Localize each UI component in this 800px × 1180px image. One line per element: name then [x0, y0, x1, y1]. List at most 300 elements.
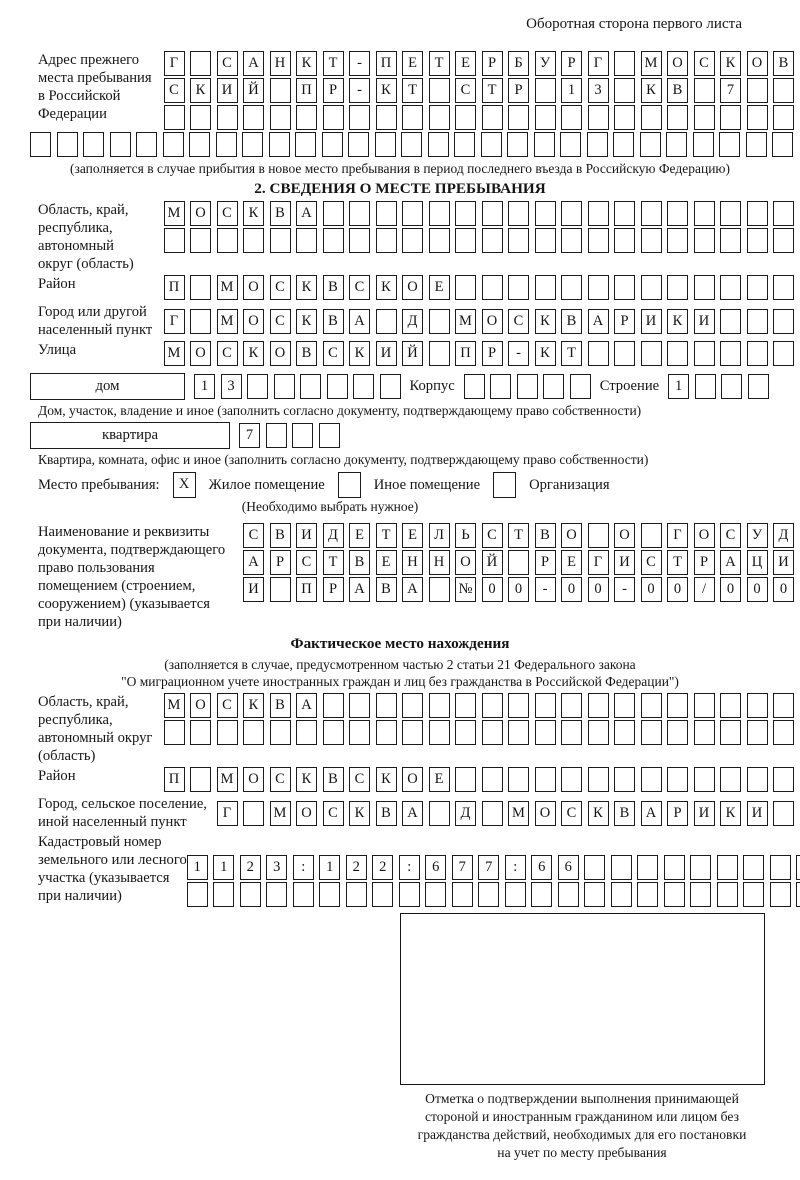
- char-cell[interactable]: [270, 105, 291, 130]
- char-cell[interactable]: [402, 720, 423, 745]
- char-cell[interactable]: В: [270, 201, 291, 226]
- char-cell[interactable]: [349, 201, 370, 226]
- char-cell[interactable]: [796, 855, 800, 880]
- char-cell[interactable]: [247, 374, 268, 399]
- char-cell[interactable]: [507, 132, 528, 157]
- char-cell[interactable]: О: [455, 550, 476, 575]
- char-cell[interactable]: [402, 201, 423, 226]
- char-cell[interactable]: -: [535, 577, 556, 602]
- char-cell[interactable]: Г: [164, 51, 185, 76]
- char-cell[interactable]: [694, 228, 715, 253]
- char-cell[interactable]: [561, 105, 582, 130]
- char-cell[interactable]: К: [667, 309, 688, 334]
- char-cell[interactable]: [296, 105, 317, 130]
- char-cell[interactable]: [478, 882, 499, 907]
- char-cell[interactable]: С: [508, 309, 529, 334]
- char-cell[interactable]: В: [349, 550, 370, 575]
- char-cell[interactable]: И: [376, 341, 397, 366]
- char-cell[interactable]: [349, 720, 370, 745]
- char-cell[interactable]: [270, 228, 291, 253]
- char-cell[interactable]: [747, 767, 768, 792]
- char-cell[interactable]: К: [296, 767, 317, 792]
- char-cell[interactable]: У: [535, 51, 556, 76]
- char-cell[interactable]: [319, 423, 340, 448]
- char-cell[interactable]: [588, 228, 609, 253]
- char-cell[interactable]: [770, 855, 791, 880]
- char-cell[interactable]: 0: [773, 577, 794, 602]
- char-cell[interactable]: [243, 801, 264, 826]
- char-cell[interactable]: 1: [561, 78, 582, 103]
- char-cell[interactable]: [376, 201, 397, 226]
- char-cell[interactable]: М: [641, 51, 662, 76]
- char-cell[interactable]: 2: [372, 855, 393, 880]
- char-cell[interactable]: 0: [561, 577, 582, 602]
- char-cell[interactable]: С: [217, 341, 238, 366]
- char-cell[interactable]: Р: [482, 341, 503, 366]
- char-cell[interactable]: А: [402, 801, 423, 826]
- char-cell[interactable]: Р: [323, 577, 344, 602]
- char-cell[interactable]: К: [296, 309, 317, 334]
- char-cell[interactable]: [746, 132, 767, 157]
- char-cell[interactable]: :: [399, 855, 420, 880]
- char-cell[interactable]: О: [190, 341, 211, 366]
- char-cell[interactable]: У: [747, 523, 768, 548]
- char-cell[interactable]: К: [376, 78, 397, 103]
- char-cell[interactable]: [720, 767, 741, 792]
- char-cell[interactable]: Р: [614, 309, 635, 334]
- char-cell[interactable]: М: [455, 309, 476, 334]
- char-cell[interactable]: [292, 423, 313, 448]
- char-cell[interactable]: [464, 374, 485, 399]
- char-cell[interactable]: [693, 132, 714, 157]
- char-cell[interactable]: [346, 882, 367, 907]
- char-cell[interactable]: Л: [429, 523, 450, 548]
- char-cell[interactable]: И: [217, 78, 238, 103]
- char-cell[interactable]: 6: [558, 855, 579, 880]
- char-cell[interactable]: А: [349, 309, 370, 334]
- char-cell[interactable]: А: [402, 577, 423, 602]
- char-cell[interactable]: [641, 693, 662, 718]
- char-cell[interactable]: [694, 78, 715, 103]
- char-cell[interactable]: [743, 855, 764, 880]
- char-cell[interactable]: [535, 105, 556, 130]
- char-cell[interactable]: -: [349, 78, 370, 103]
- char-cell[interactable]: [773, 767, 794, 792]
- char-cell[interactable]: А: [588, 309, 609, 334]
- char-cell[interactable]: 0: [508, 577, 529, 602]
- char-cell[interactable]: [482, 693, 503, 718]
- char-cell[interactable]: 1: [194, 374, 215, 399]
- char-cell[interactable]: [243, 105, 264, 130]
- char-cell[interactable]: [454, 132, 475, 157]
- char-cell[interactable]: [667, 341, 688, 366]
- char-cell[interactable]: 7: [720, 78, 741, 103]
- char-cell[interactable]: Ь: [455, 523, 476, 548]
- char-cell[interactable]: [274, 374, 295, 399]
- char-cell[interactable]: Е: [349, 523, 370, 548]
- char-cell[interactable]: [213, 882, 234, 907]
- char-cell[interactable]: [641, 341, 662, 366]
- char-cell[interactable]: [614, 693, 635, 718]
- char-cell[interactable]: В: [773, 51, 794, 76]
- char-cell[interactable]: [455, 228, 476, 253]
- char-cell[interactable]: К: [376, 767, 397, 792]
- char-cell[interactable]: [614, 201, 635, 226]
- char-cell[interactable]: [217, 228, 238, 253]
- char-cell[interactable]: [372, 882, 393, 907]
- char-cell[interactable]: 0: [720, 577, 741, 602]
- char-cell[interactable]: [455, 767, 476, 792]
- char-cell[interactable]: [584, 855, 605, 880]
- char-cell[interactable]: [614, 78, 635, 103]
- char-cell[interactable]: [508, 105, 529, 130]
- char-cell[interactable]: Р: [508, 78, 529, 103]
- char-cell[interactable]: [535, 78, 556, 103]
- char-cell[interactable]: С: [694, 51, 715, 76]
- char-cell[interactable]: [428, 132, 449, 157]
- char-cell[interactable]: 1: [213, 855, 234, 880]
- char-cell[interactable]: А: [720, 550, 741, 575]
- char-cell[interactable]: [641, 275, 662, 300]
- char-cell[interactable]: [349, 228, 370, 253]
- char-cell[interactable]: [641, 201, 662, 226]
- char-cell[interactable]: [269, 132, 290, 157]
- char-cell[interactable]: [720, 201, 741, 226]
- char-cell[interactable]: [720, 309, 741, 334]
- char-cell[interactable]: [425, 882, 446, 907]
- char-cell[interactable]: П: [164, 275, 185, 300]
- char-cell[interactable]: Ц: [747, 550, 768, 575]
- char-cell[interactable]: [327, 374, 348, 399]
- char-cell[interactable]: М: [270, 801, 291, 826]
- char-cell[interactable]: Р: [270, 550, 291, 575]
- char-cell[interactable]: К: [376, 275, 397, 300]
- char-cell[interactable]: [611, 882, 632, 907]
- char-cell[interactable]: [429, 309, 450, 334]
- char-cell[interactable]: О: [190, 693, 211, 718]
- char-cell[interactable]: [694, 105, 715, 130]
- char-cell[interactable]: В: [323, 767, 344, 792]
- char-cell[interactable]: К: [535, 341, 556, 366]
- char-cell[interactable]: [641, 523, 662, 548]
- char-cell[interactable]: [535, 201, 556, 226]
- char-cell[interactable]: Д: [455, 801, 476, 826]
- char-cell[interactable]: [348, 132, 369, 157]
- char-cell[interactable]: 0: [482, 577, 503, 602]
- char-cell[interactable]: 1: [187, 855, 208, 880]
- char-cell[interactable]: [720, 275, 741, 300]
- char-cell[interactable]: [349, 105, 370, 130]
- char-cell[interactable]: [455, 201, 476, 226]
- char-cell[interactable]: К: [641, 78, 662, 103]
- char-cell[interactable]: О: [243, 309, 264, 334]
- char-cell[interactable]: [667, 201, 688, 226]
- char-cell[interactable]: :: [505, 855, 526, 880]
- char-cell[interactable]: С: [323, 341, 344, 366]
- char-cell[interactable]: [57, 132, 78, 157]
- char-cell[interactable]: [558, 882, 579, 907]
- char-cell[interactable]: В: [296, 341, 317, 366]
- char-cell[interactable]: [664, 855, 685, 880]
- char-cell[interactable]: [666, 132, 687, 157]
- char-cell[interactable]: [429, 801, 450, 826]
- char-cell[interactable]: 2: [240, 855, 261, 880]
- char-cell[interactable]: М: [217, 309, 238, 334]
- char-cell[interactable]: [376, 693, 397, 718]
- char-cell[interactable]: М: [217, 275, 238, 300]
- char-cell[interactable]: 6: [425, 855, 446, 880]
- char-cell[interactable]: Е: [402, 523, 423, 548]
- char-cell[interactable]: [189, 132, 210, 157]
- char-cell[interactable]: [773, 228, 794, 253]
- char-cell[interactable]: [455, 105, 476, 130]
- char-cell[interactable]: -: [508, 341, 529, 366]
- char-cell[interactable]: [543, 374, 564, 399]
- char-cell[interactable]: [505, 882, 526, 907]
- char-cell[interactable]: [375, 132, 396, 157]
- char-cell[interactable]: О: [243, 767, 264, 792]
- char-cell[interactable]: Г: [588, 550, 609, 575]
- char-cell[interactable]: [429, 693, 450, 718]
- char-cell[interactable]: [587, 132, 608, 157]
- char-cell[interactable]: [773, 201, 794, 226]
- char-cell[interactable]: Т: [667, 550, 688, 575]
- char-cell[interactable]: [614, 720, 635, 745]
- char-cell[interactable]: К: [588, 801, 609, 826]
- char-cell[interactable]: И: [773, 550, 794, 575]
- char-cell[interactable]: О: [243, 275, 264, 300]
- char-cell[interactable]: [748, 374, 769, 399]
- char-cell[interactable]: Д: [773, 523, 794, 548]
- char-cell[interactable]: [508, 275, 529, 300]
- char-cell[interactable]: К: [349, 341, 370, 366]
- char-cell[interactable]: Е: [376, 550, 397, 575]
- char-cell[interactable]: [243, 228, 264, 253]
- char-cell[interactable]: [83, 132, 104, 157]
- char-cell[interactable]: Т: [561, 341, 582, 366]
- char-cell[interactable]: [667, 228, 688, 253]
- char-cell[interactable]: К: [243, 341, 264, 366]
- char-cell[interactable]: [588, 275, 609, 300]
- char-cell[interactable]: С: [217, 51, 238, 76]
- char-cell[interactable]: Г: [588, 51, 609, 76]
- char-cell[interactable]: В: [376, 577, 397, 602]
- char-cell[interactable]: Р: [694, 550, 715, 575]
- char-cell[interactable]: [270, 577, 291, 602]
- char-cell[interactable]: [694, 275, 715, 300]
- char-cell[interactable]: [429, 105, 450, 130]
- char-cell[interactable]: Е: [455, 51, 476, 76]
- char-cell[interactable]: О: [535, 801, 556, 826]
- char-cell[interactable]: [293, 882, 314, 907]
- char-cell[interactable]: [694, 693, 715, 718]
- char-cell[interactable]: [773, 275, 794, 300]
- char-cell[interactable]: [611, 855, 632, 880]
- char-cell[interactable]: [561, 275, 582, 300]
- char-cell[interactable]: [490, 374, 511, 399]
- char-cell[interactable]: [535, 767, 556, 792]
- char-cell[interactable]: [773, 720, 794, 745]
- char-cell[interactable]: [747, 275, 768, 300]
- char-cell[interactable]: С: [482, 523, 503, 548]
- char-cell[interactable]: [482, 105, 503, 130]
- char-cell[interactable]: С: [720, 523, 741, 548]
- char-cell[interactable]: [570, 374, 591, 399]
- char-cell[interactable]: С: [349, 275, 370, 300]
- char-cell[interactable]: [747, 78, 768, 103]
- char-cell[interactable]: [614, 105, 635, 130]
- char-cell[interactable]: В: [376, 801, 397, 826]
- char-cell[interactable]: [508, 228, 529, 253]
- char-cell[interactable]: И: [296, 523, 317, 548]
- char-cell[interactable]: [694, 767, 715, 792]
- char-cell[interactable]: [664, 882, 685, 907]
- char-cell[interactable]: [517, 374, 538, 399]
- char-cell[interactable]: [266, 423, 287, 448]
- char-cell[interactable]: [455, 693, 476, 718]
- char-cell[interactable]: [429, 228, 450, 253]
- char-cell[interactable]: М: [217, 767, 238, 792]
- char-cell[interactable]: Т: [402, 78, 423, 103]
- char-cell[interactable]: [717, 855, 738, 880]
- char-cell[interactable]: А: [243, 550, 264, 575]
- char-cell[interactable]: 7: [452, 855, 473, 880]
- char-cell[interactable]: К: [535, 309, 556, 334]
- char-cell[interactable]: [190, 767, 211, 792]
- char-cell[interactable]: [614, 51, 635, 76]
- char-cell[interactable]: [482, 275, 503, 300]
- char-cell[interactable]: Й: [482, 550, 503, 575]
- char-cell[interactable]: [240, 882, 261, 907]
- char-cell[interactable]: [588, 523, 609, 548]
- char-cell[interactable]: [747, 693, 768, 718]
- char-cell[interactable]: [110, 132, 131, 157]
- char-cell[interactable]: 0: [588, 577, 609, 602]
- checkbox-residential[interactable]: X: [173, 472, 196, 498]
- char-cell[interactable]: :: [293, 855, 314, 880]
- char-cell[interactable]: [561, 228, 582, 253]
- char-cell[interactable]: [641, 105, 662, 130]
- char-cell[interactable]: [402, 228, 423, 253]
- char-cell[interactable]: [588, 767, 609, 792]
- char-cell[interactable]: Е: [429, 275, 450, 300]
- char-cell[interactable]: [535, 720, 556, 745]
- char-cell[interactable]: [429, 201, 450, 226]
- char-cell[interactable]: М: [164, 693, 185, 718]
- char-cell[interactable]: [535, 228, 556, 253]
- char-cell[interactable]: О: [561, 523, 582, 548]
- char-cell[interactable]: В: [270, 693, 291, 718]
- char-cell[interactable]: [531, 882, 552, 907]
- char-cell[interactable]: -: [349, 51, 370, 76]
- char-cell[interactable]: [720, 693, 741, 718]
- char-cell[interactable]: [588, 201, 609, 226]
- char-cell[interactable]: И: [614, 550, 635, 575]
- char-cell[interactable]: 0: [747, 577, 768, 602]
- char-cell[interactable]: А: [641, 801, 662, 826]
- char-cell[interactable]: №: [455, 577, 476, 602]
- char-cell[interactable]: [588, 720, 609, 745]
- char-cell[interactable]: 2: [346, 855, 367, 880]
- char-cell[interactable]: Г: [217, 801, 238, 826]
- char-cell[interactable]: [588, 341, 609, 366]
- char-cell[interactable]: Н: [402, 550, 423, 575]
- char-cell[interactable]: [319, 882, 340, 907]
- char-cell[interactable]: И: [747, 801, 768, 826]
- char-cell[interactable]: Е: [561, 550, 582, 575]
- char-cell[interactable]: 7: [239, 423, 260, 448]
- char-cell[interactable]: Т: [508, 523, 529, 548]
- char-cell[interactable]: [560, 132, 581, 157]
- char-cell[interactable]: Б: [508, 51, 529, 76]
- char-cell[interactable]: [772, 132, 793, 157]
- char-cell[interactable]: О: [270, 341, 291, 366]
- char-cell[interactable]: [187, 882, 208, 907]
- char-cell[interactable]: В: [323, 275, 344, 300]
- char-cell[interactable]: [217, 105, 238, 130]
- char-cell[interactable]: [482, 201, 503, 226]
- char-cell[interactable]: [401, 132, 422, 157]
- char-cell[interactable]: [747, 228, 768, 253]
- char-cell[interactable]: [323, 105, 344, 130]
- char-cell[interactable]: М: [164, 201, 185, 226]
- char-cell[interactable]: С: [217, 693, 238, 718]
- char-cell[interactable]: [561, 201, 582, 226]
- char-cell[interactable]: [561, 720, 582, 745]
- char-cell[interactable]: [190, 228, 211, 253]
- char-cell[interactable]: [322, 132, 343, 157]
- char-cell[interactable]: [429, 78, 450, 103]
- char-cell[interactable]: /: [694, 577, 715, 602]
- char-cell[interactable]: [694, 201, 715, 226]
- char-cell[interactable]: 0: [641, 577, 662, 602]
- char-cell[interactable]: [588, 693, 609, 718]
- char-cell[interactable]: С: [243, 523, 264, 548]
- char-cell[interactable]: [719, 132, 740, 157]
- char-cell[interactable]: О: [296, 801, 317, 826]
- char-cell[interactable]: К: [243, 201, 264, 226]
- char-cell[interactable]: [535, 275, 556, 300]
- char-cell[interactable]: [164, 720, 185, 745]
- char-cell[interactable]: [217, 720, 238, 745]
- char-cell[interactable]: К: [296, 275, 317, 300]
- char-cell[interactable]: П: [376, 51, 397, 76]
- char-cell[interactable]: [773, 341, 794, 366]
- char-cell[interactable]: [721, 374, 742, 399]
- char-cell[interactable]: [163, 132, 184, 157]
- char-cell[interactable]: М: [164, 341, 185, 366]
- char-cell[interactable]: В: [535, 523, 556, 548]
- char-cell[interactable]: [747, 201, 768, 226]
- char-cell[interactable]: [667, 105, 688, 130]
- char-cell[interactable]: [667, 275, 688, 300]
- char-cell[interactable]: [136, 132, 157, 157]
- char-cell[interactable]: С: [349, 767, 370, 792]
- char-cell[interactable]: [717, 882, 738, 907]
- char-cell[interactable]: К: [190, 78, 211, 103]
- char-cell[interactable]: [190, 309, 211, 334]
- char-cell[interactable]: [270, 720, 291, 745]
- char-cell[interactable]: [164, 228, 185, 253]
- char-cell[interactable]: И: [694, 309, 715, 334]
- char-cell[interactable]: [641, 720, 662, 745]
- char-cell[interactable]: [720, 720, 741, 745]
- char-cell[interactable]: О: [402, 275, 423, 300]
- char-cell[interactable]: 0: [667, 577, 688, 602]
- char-cell[interactable]: [190, 105, 211, 130]
- char-cell[interactable]: [30, 132, 51, 157]
- checkbox-organization[interactable]: [493, 472, 516, 498]
